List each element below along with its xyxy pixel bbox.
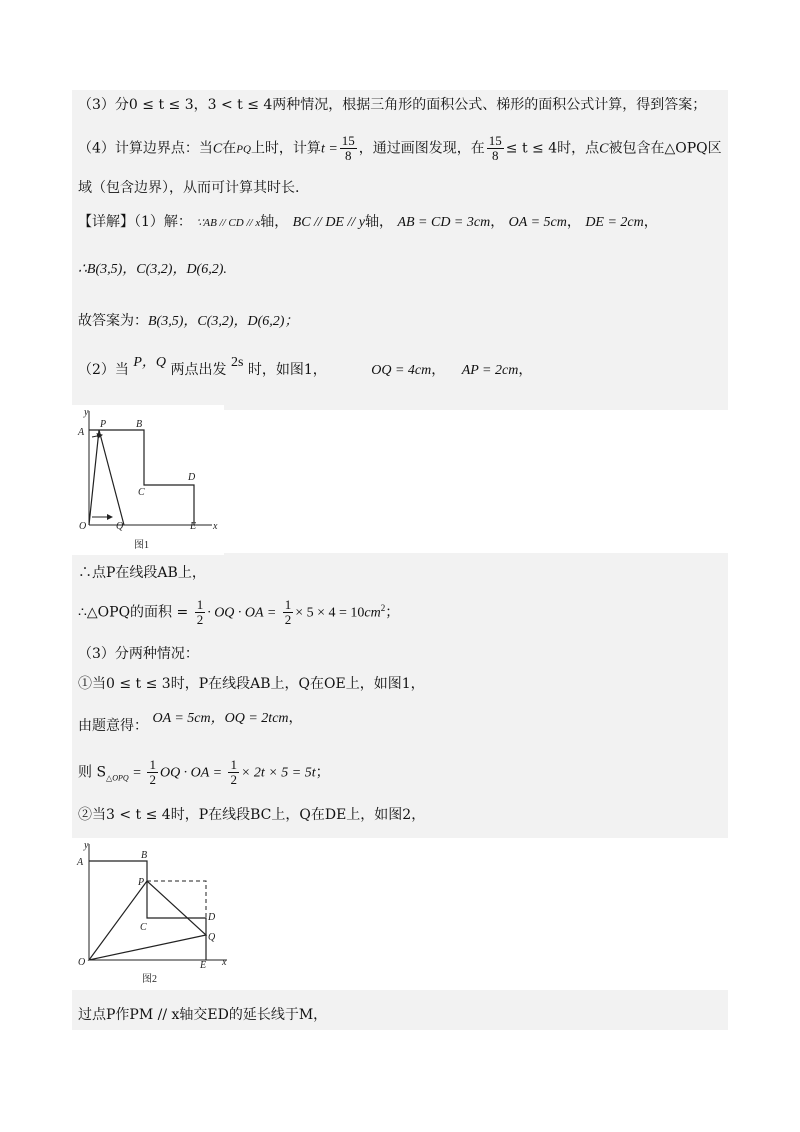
point-p-label: P — [138, 877, 145, 888]
detail-line-9 — [78, 708, 303, 734]
t-equals: t = — [320, 141, 338, 157]
fraction-1-2 — [147, 758, 158, 787]
detail-line-5: ∴点P在线段AB上， — [78, 565, 206, 581]
text: 由题意得： — [78, 718, 148, 734]
axis-x-label: x — [213, 521, 218, 532]
point-c: C — [212, 141, 223, 157]
figure-caption: 图2 — [142, 974, 157, 985]
text: 在 — [222, 140, 237, 157]
text: ，通过画图发现，在 — [358, 140, 485, 157]
fraction-1-2 — [283, 598, 294, 627]
text: 上时，计算 — [250, 140, 321, 157]
denominator: 8 — [487, 148, 504, 163]
detail-line-1 — [78, 212, 658, 233]
point-o-label: O — [78, 957, 86, 968]
text: ； — [385, 604, 400, 621]
point-a-label: A — [78, 427, 85, 438]
denominator: 2 — [196, 612, 204, 628]
math: P，Q — [133, 355, 167, 370]
solution-line-3: （3）分0 ≤ t ≤ 3，3 < t ≤ 4两种情况，根据三角形的面积公式、梯形的面积公式计算，得到答案； — [78, 97, 707, 113]
text: ， — [566, 214, 581, 230]
point-b-label: B — [141, 850, 148, 861]
axis-y-label: y — [84, 407, 89, 418]
fraction-1-2 — [195, 598, 206, 627]
math: · OQ · OA = — [207, 605, 277, 621]
numerator: 1 — [149, 757, 156, 772]
detail-line-10 — [78, 758, 330, 788]
math: OA = 5cm — [508, 215, 567, 230]
point-c: C — [599, 141, 609, 157]
math: × 5 × 4 = 10 — [295, 605, 365, 621]
denominator: 8 — [340, 148, 357, 163]
text: ≤ t ≤ 4时，点 — [505, 140, 600, 157]
detail-line-11: ②当3 < t ≤ 4时，P在线段BC上，Q在DE上，如图2， — [78, 807, 426, 823]
point-c-label: C — [138, 487, 145, 498]
math: AP = 2cm — [461, 363, 519, 378]
text: 轴， — [260, 214, 289, 230]
solution-line-4 — [78, 134, 722, 163]
detail-line-2: ∴B(3,5)，C(3,2)，D(6,2). — [78, 262, 227, 277]
numerator: 15 — [341, 133, 355, 148]
point-q-label: Q — [116, 521, 124, 532]
point-a-label: A — [77, 857, 84, 868]
figure-2 — [72, 838, 237, 990]
text: （4）计算边界点：当 — [78, 140, 213, 157]
numerator: 15 — [488, 133, 502, 148]
text: ∴△OPQ的面积 = — [78, 604, 189, 621]
text: ； — [315, 764, 330, 781]
text-band — [72, 553, 728, 838]
segment-pq: PQ — [236, 143, 251, 156]
math: OQ · OA = — [159, 765, 223, 781]
unit: cm — [364, 605, 381, 621]
numerator: 1 — [230, 757, 237, 772]
math: = — [133, 765, 141, 781]
numerator: 1 — [284, 597, 292, 613]
text: 时，如图1， — [247, 362, 327, 378]
point-d-label: D — [208, 912, 216, 923]
detail-line-7: （3）分两种情况： — [78, 646, 199, 662]
axis-y-label: y — [84, 840, 89, 851]
point-d-label: D — [188, 472, 196, 483]
numerator: 1 — [196, 597, 204, 613]
subscript: △OPQ — [106, 773, 129, 783]
point-e-label: E — [190, 521, 197, 532]
text: ， — [643, 214, 658, 230]
solution-line-5: 域（包含边界），从而可计算其时长. — [78, 180, 300, 196]
fraction-1-2 — [228, 758, 239, 787]
text: ， — [490, 214, 505, 230]
superscript: 2 — [380, 603, 386, 613]
figure-caption: 图1 — [134, 540, 149, 551]
math: OQ = 4cm — [371, 363, 432, 378]
text: ， — [518, 362, 533, 378]
math: AB = CD = 3cm — [397, 215, 491, 230]
detail-line-3 — [78, 311, 298, 332]
math: DE = 2cm — [585, 215, 644, 230]
math: ∵AB // CD // x — [196, 217, 261, 229]
math: OA = 5cm，OQ = 2tcm — [152, 711, 289, 726]
math: 2s — [230, 355, 244, 370]
fraction-15-8 — [340, 134, 357, 163]
detail-line-12: 过点P作PM // x轴交ED的延长线于M， — [78, 1007, 328, 1023]
axis-x-label: x — [222, 957, 227, 968]
math: B(3,5)，C(3,2)，D(6,2)； — [148, 314, 299, 329]
text: 轴， — [364, 214, 393, 230]
text: 则 S — [78, 764, 107, 781]
point-c-label: C — [140, 922, 147, 933]
text: 被包含在△OPQ区 — [608, 140, 722, 157]
detail-line-6 — [78, 598, 399, 627]
text: ， — [288, 710, 303, 726]
text: 两点出发 — [170, 362, 227, 378]
detail-line-4 — [78, 355, 533, 381]
text: ， — [431, 362, 446, 378]
detail-line-8: ①当0 ≤ t ≤ 3时，P在线段AB上，Q在OE上，如图1， — [78, 676, 425, 692]
denominator: 2 — [149, 772, 156, 787]
point-p-label: P — [100, 419, 107, 430]
figure-1 — [72, 405, 224, 555]
math: × 2t × 5 = 5t — [240, 765, 316, 781]
fraction-15-8 — [487, 134, 504, 163]
text: （2）当 — [78, 362, 129, 378]
text: 故答案为： — [78, 313, 148, 329]
point-q-label: Q — [208, 932, 216, 943]
point-e-label: E — [200, 960, 207, 971]
denominator: 2 — [230, 772, 237, 787]
text: 【详解】（1）解： — [78, 214, 192, 230]
point-b-label: B — [136, 419, 143, 430]
math: BC // DE // y — [292, 215, 365, 230]
point-o-label: O — [79, 521, 87, 532]
denominator: 2 — [284, 612, 292, 628]
